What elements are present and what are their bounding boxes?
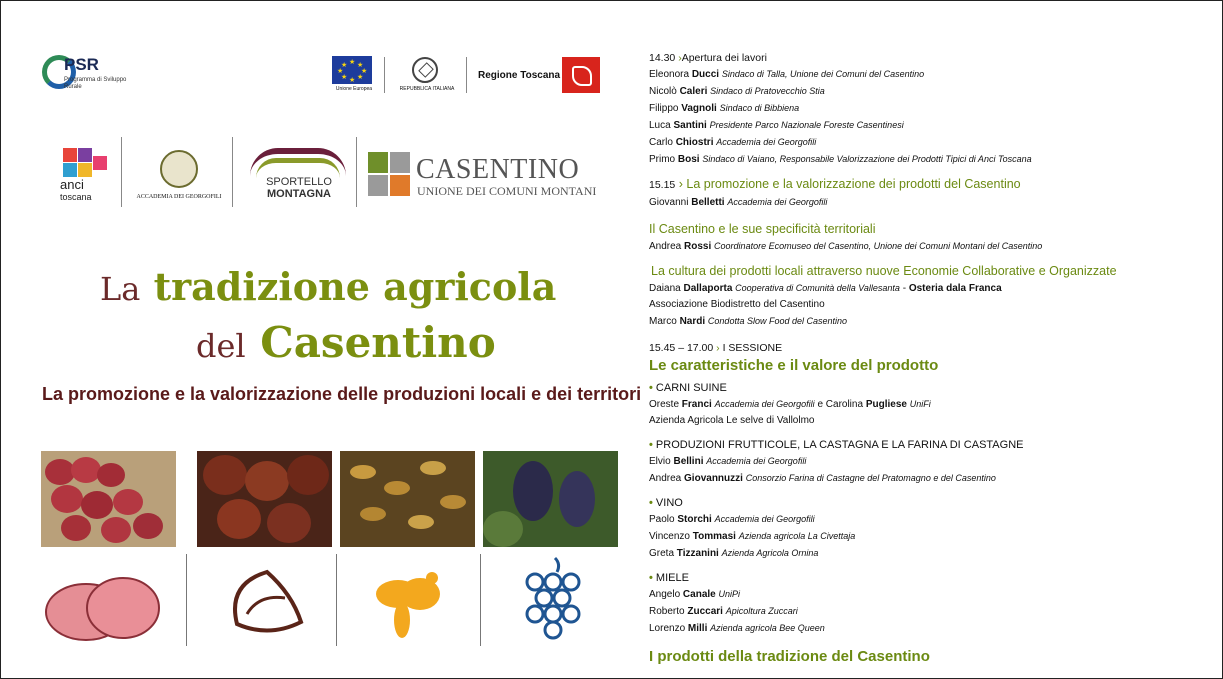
regione-toscana-flag-icon <box>562 57 600 93</box>
s2-speaker: Andrea Rossi Coordinatore Ecomuseo del Casentino, Unione dei Comuni Montani del Casentino <box>649 241 1043 252</box>
casentino-title: CASENTINO <box>416 154 580 185</box>
closing-heading: I prodotti della tradizione del Casentino <box>649 648 930 665</box>
chestnut-icon <box>197 554 332 646</box>
psr-subtitle: Programma di Sviluppo Rurale <box>64 77 127 90</box>
anci-name: anci <box>60 177 84 192</box>
s1-speaker: Giovanni Belletti Accademia dei Georgofili <box>649 197 828 208</box>
speaker-line: Roberto Zuccari Apicoltura Zuccari <box>649 606 798 617</box>
eu-flag-icon: ★ ★ ★ ★ ★ ★ ★ ★ <box>332 56 372 84</box>
s3-heading: La cultura dei prodotti locali attraverso nuove Economie Collaborative e Organizzate <box>651 264 1117 278</box>
bees-photo <box>340 451 475 547</box>
casentino-emblem-icon <box>368 152 412 198</box>
s1-heading: 15.15 › La promozione e la valorizzazione dei prodotti del Casentino <box>649 177 1021 191</box>
georgofili-logo <box>134 150 224 206</box>
eu-logo <box>332 56 373 92</box>
logo-divider <box>466 57 467 93</box>
speaker-line: Lorenzo Milli Azienda agricola Bee Queen <box>649 623 825 634</box>
sportello-line2: MONTAGNA <box>267 188 331 200</box>
session-title: Le caratteristiche e il valore del prodotto <box>649 357 939 374</box>
speaker-line: Primo Bosi Sindaco di Vaiano, Responsabile Valorizzazione dei Prodotti Tipici di Anci Toscana <box>649 154 1032 165</box>
bee-icon <box>340 554 475 646</box>
logo-divider <box>121 137 122 207</box>
vino-speakers <box>649 511 1209 562</box>
s3-speaker2: Marco Nardi Condotta Slow Food del Casentino <box>649 316 848 327</box>
psr-name: PSR <box>64 55 99 74</box>
casentino-subtitle: UNIONE DEI COMUNI MONTANI <box>417 184 597 198</box>
carni-azienda: Azienda Agricola Le selve di Vallolmo <box>649 415 815 426</box>
logo-divider <box>356 137 357 207</box>
georgofili-seal-icon <box>160 150 198 188</box>
speaker-line: Paolo Storchi Accademia dei Georgofili <box>649 514 815 525</box>
cat-frutti: • PRODUZIONI FRUTTICOLE, LA CASTAGNA E LA FARINA DI CASTAGNE <box>649 439 1024 451</box>
logo-divider <box>384 57 385 93</box>
regione-label: Regione Toscana <box>478 70 561 81</box>
chestnuts-photo <box>197 451 332 547</box>
program-column <box>649 50 1209 667</box>
miele-speakers <box>649 586 1209 637</box>
speaker-line: Luca Santini Presidente Parco Nazionale Foreste Casentinesi <box>649 120 904 131</box>
icon-divider <box>336 554 337 646</box>
speaker-line: Andrea Giovannuzzi Consorzio Farina di Castagne del Pratomagno e del Casentino <box>649 473 996 484</box>
opening-heading: 14.30 ›Apertura dei lavori <box>649 52 767 64</box>
title-lead-del: del <box>196 327 246 365</box>
s3-speaker1: Daiana Dallaporta Cooperativa di Comunità della Vallesanta - Osteria dala Franca <box>649 283 1002 294</box>
main-title-line2 <box>196 318 496 367</box>
s3-organization: Associazione Biodistretto del Casentino <box>649 299 825 310</box>
cat-vino: • VINO <box>649 497 683 509</box>
psr-logo <box>42 55 132 95</box>
title-main-casentino: Casentino <box>260 318 496 367</box>
speaker-line: Greta Tizzanini Azienda Agricola Ornina <box>649 548 819 559</box>
title-lead-la: La <box>100 270 141 308</box>
sportello-line1: SPORTELLO <box>266 176 332 188</box>
logo-divider <box>232 137 233 207</box>
speaker-line: Angelo Canale UniPi <box>649 589 741 600</box>
sportello-arc-icon <box>250 148 346 176</box>
main-title-line1 <box>100 264 556 309</box>
carni-speakers: Oreste Franci Accademia dei Georgofili e Carolina Pugliese UniFi <box>649 399 931 410</box>
speaker-line: Vincenzo Tommasi Azienda agricola La Civettaja <box>649 531 856 542</box>
grapes-photo <box>483 451 618 547</box>
icon-divider <box>186 554 187 646</box>
speaker-line: Eleonora Ducci Sindaco di Talla, Unione dei Comuni del Casentino <box>649 69 925 80</box>
icon-divider <box>480 554 481 646</box>
anci-toscana-logo <box>60 146 110 202</box>
potato-icon <box>41 554 176 646</box>
potatoes-photo <box>41 451 176 547</box>
frutti-speakers <box>649 453 1209 487</box>
session-time: 15.45 – 17.00 › I SESSIONE <box>649 342 783 354</box>
georgofili-label: ACCADEMIA DEI GEORGOFILI <box>136 194 222 200</box>
main-subtitle: La promozione e la valorizzazione delle produzioni locali e dei territori <box>42 384 642 404</box>
speaker-line: Nicolò Caleri Sindaco di Pratovecchio Stia <box>649 86 825 97</box>
speaker-line: Filippo Vagnoli Sindaco di Bibbiena <box>649 103 800 114</box>
sportello-montagna-logo <box>250 148 348 204</box>
cat-miele: • MIELE <box>649 572 689 584</box>
anci-region: toscana <box>60 192 92 202</box>
italy-emblem-icon <box>412 57 438 83</box>
title-main-tradizione: tradizione agricola <box>153 264 557 309</box>
eu-label: Unione Europea <box>335 86 373 92</box>
speaker-line: Elvio Bellini Accademia dei Georgofili <box>649 456 807 467</box>
italy-label: REPUBBLICA ITALIANA <box>399 86 455 92</box>
opening-speakers <box>649 66 1209 168</box>
cat-carni: • CARNI SUINE <box>649 382 727 394</box>
s2-heading: Il Casentino e le sue specificità territoriali <box>649 222 876 236</box>
speaker-line: Carlo Chiostri Accademia dei Georgofili <box>649 137 817 148</box>
grapes-icon <box>483 554 618 646</box>
